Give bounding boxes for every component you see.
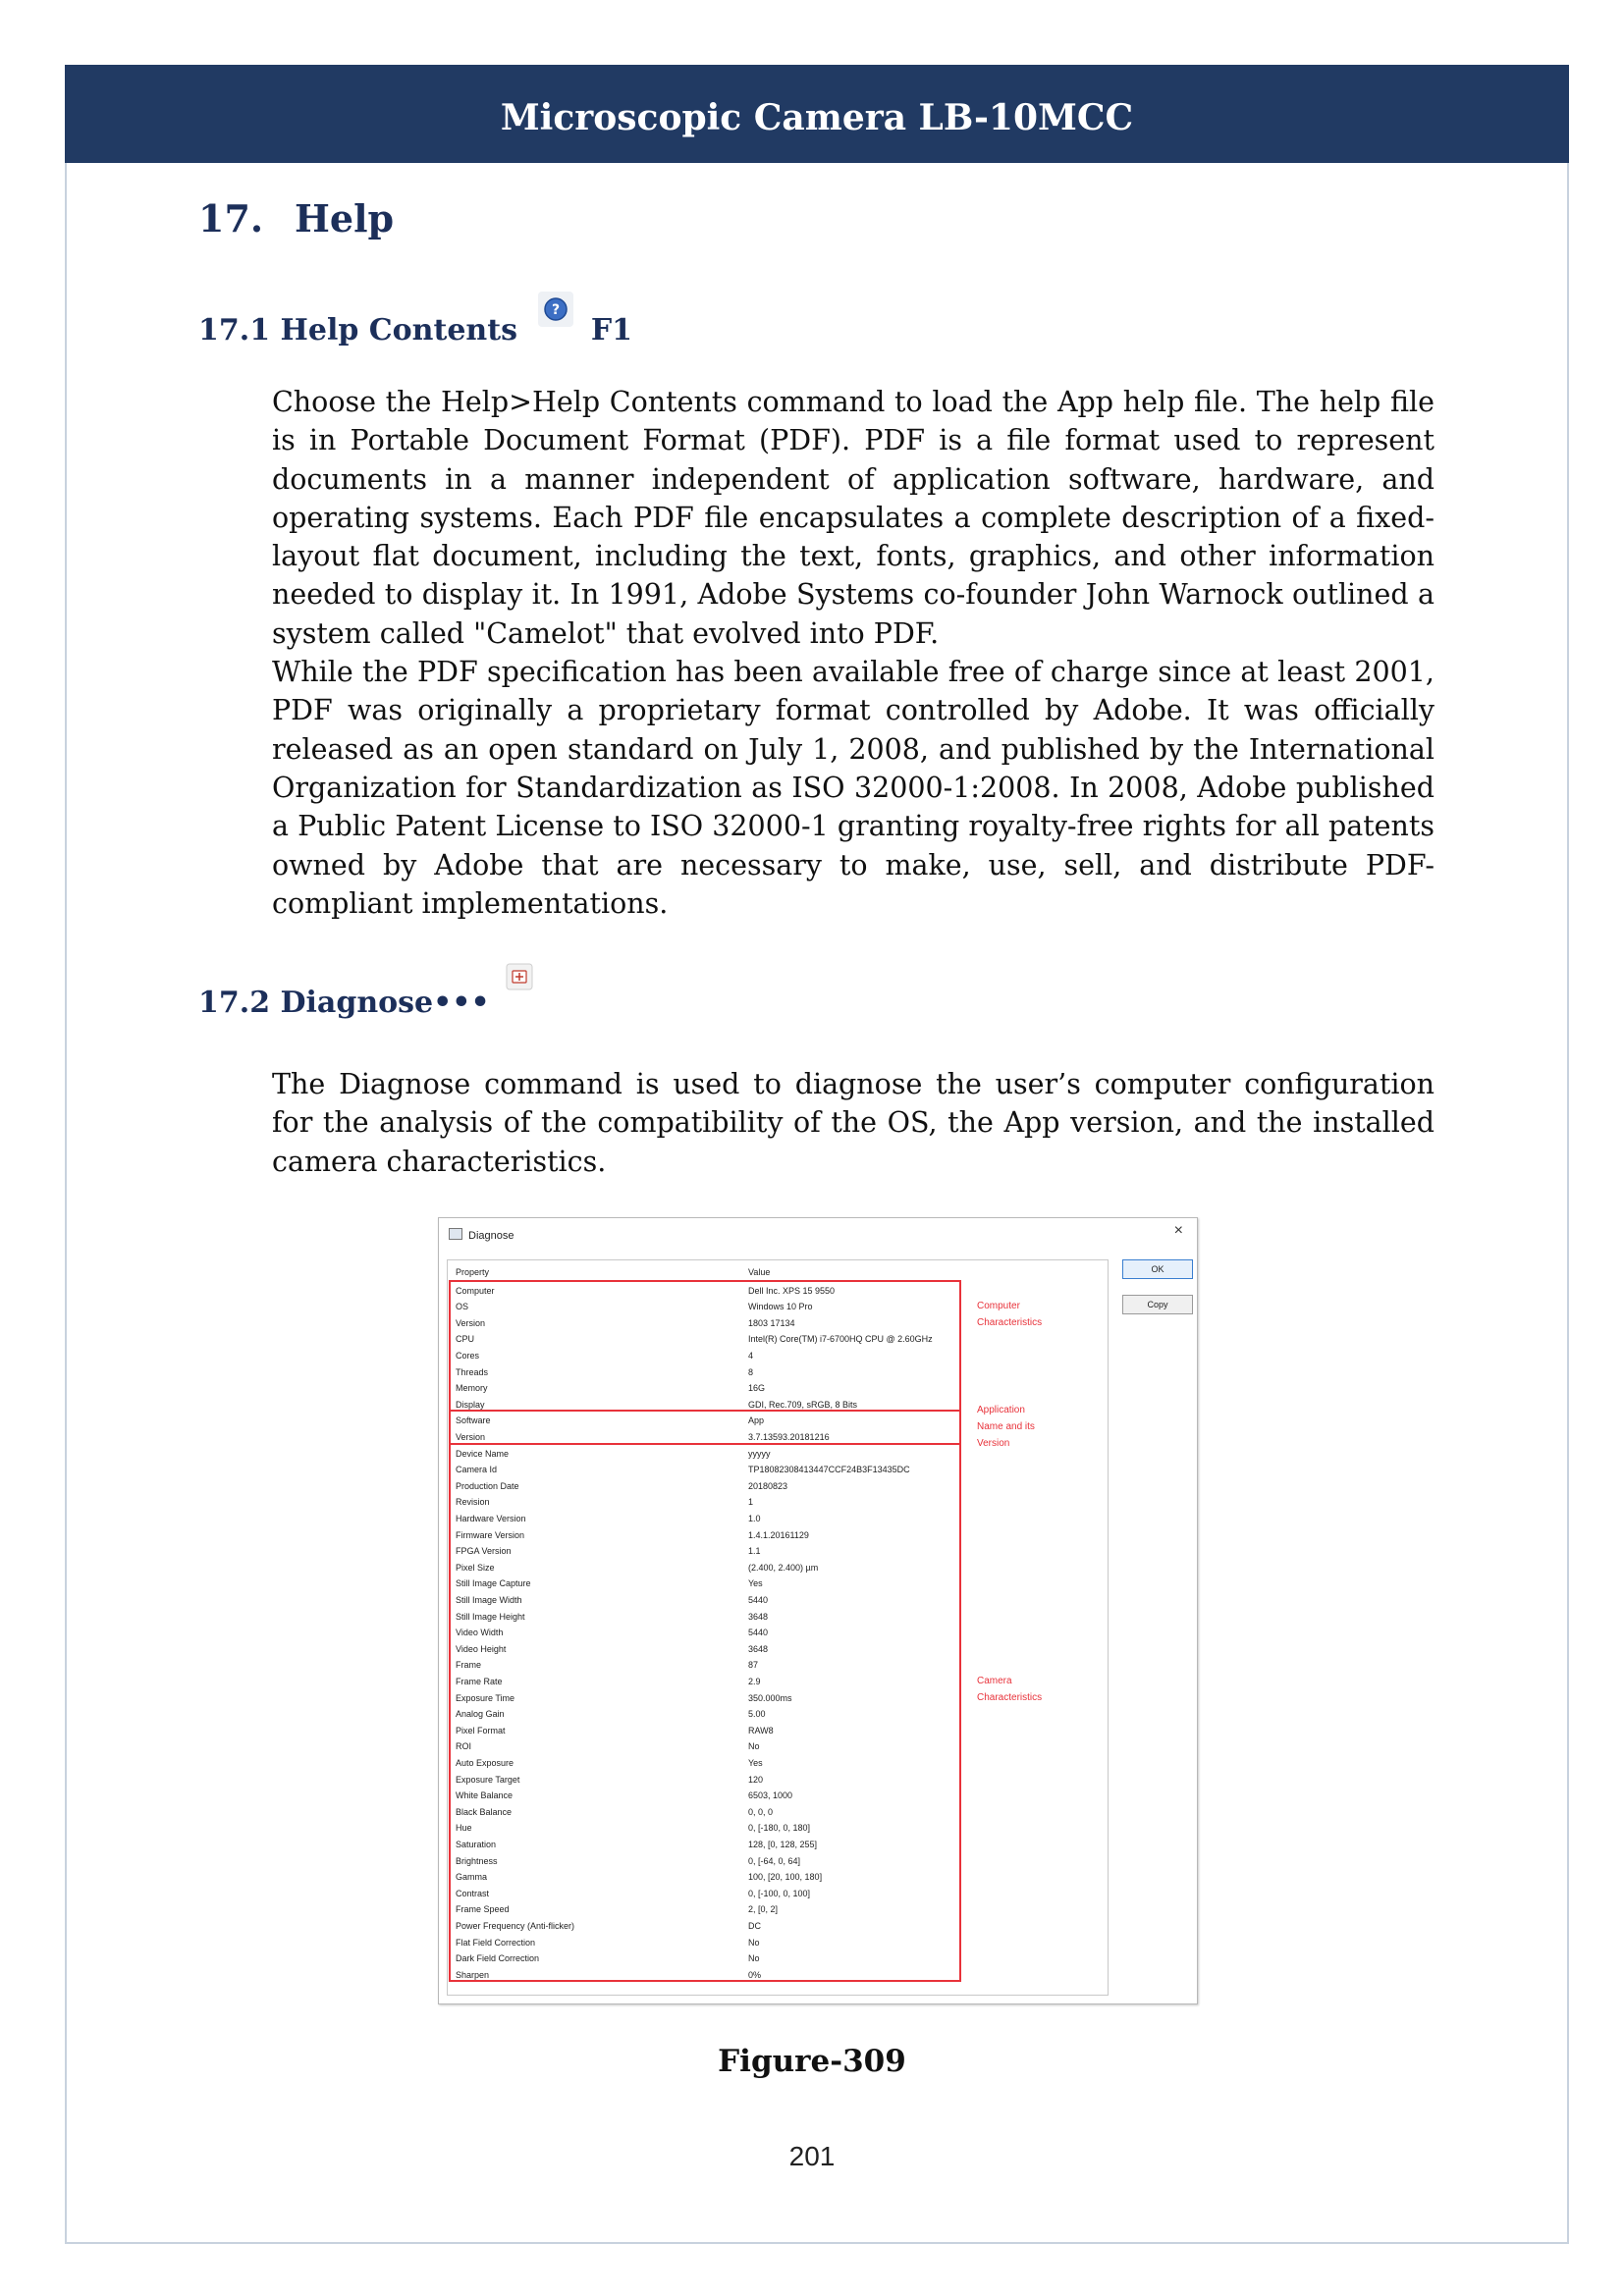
help-icon <box>537 291 574 328</box>
property-value: 2, [0, 2] <box>748 1904 779 1915</box>
property-name: Revision <box>456 1497 490 1508</box>
property-column-header: Property <box>456 1267 490 1277</box>
property-value: 128, [0, 128, 255] <box>748 1840 818 1849</box>
property-name: Pixel Size <box>456 1562 495 1573</box>
property-value: 3648 <box>748 1611 769 1622</box>
property-value: No <box>748 1741 760 1752</box>
property-name: Power Frequency (Anti-flicker) <box>456 1921 575 1931</box>
property-value: 350.000ms <box>748 1692 792 1703</box>
property-value: 0% <box>748 1969 762 1980</box>
property-value: RAW8 <box>748 1725 774 1735</box>
computer-box <box>449 1280 961 1413</box>
figure-caption: Figure-309 <box>718 2044 906 2079</box>
subsection-diagnose <box>198 985 533 1020</box>
section-heading <box>198 196 394 240</box>
property-name: Pixel Format <box>456 1725 506 1735</box>
property-name: Gamma <box>456 1872 488 1883</box>
svg-text:?: ? <box>552 302 561 318</box>
property-name: CPU <box>456 1334 475 1345</box>
annotation-line: Characteristics <box>977 1692 1043 1703</box>
subsection-title: 17.2 Diagnose••• <box>198 986 490 1020</box>
property-value: yyyyy <box>748 1448 771 1459</box>
property-name: Camera Id <box>456 1465 498 1475</box>
application-annotation <box>977 1402 1035 1452</box>
property-name: Sharpen <box>456 1969 490 1980</box>
property-name: Hardware Version <box>456 1514 526 1523</box>
property-value: 4 <box>748 1351 754 1361</box>
computer-annotation <box>977 1298 1042 1331</box>
property-name: Flat Field Correction <box>456 1937 536 1948</box>
property-name: Memory <box>456 1383 488 1394</box>
property-value: 0, [-180, 0, 180] <box>748 1823 811 1834</box>
property-value: 5440 <box>748 1595 769 1605</box>
property-name: Exposure Target <box>456 1774 520 1785</box>
close-button[interactable]: × <box>1173 1222 1183 1239</box>
property-value: No <box>748 1937 760 1948</box>
dialog-title-text: Diagnose <box>468 1230 514 1242</box>
property-value: 3648 <box>748 1643 769 1654</box>
help-contents-text <box>272 383 1435 923</box>
property-value: 1.0 <box>748 1514 761 1523</box>
property-name: Frame Speed <box>456 1904 510 1915</box>
diagnose-text <box>272 1065 1435 1181</box>
property-name: White Balance <box>456 1790 514 1801</box>
running-header: Microscopic Camera LB-10MCC <box>65 65 1569 163</box>
diagnose-dialog <box>438 1217 1198 2004</box>
property-name: Still Image Height <box>456 1611 525 1622</box>
property-value: 16G <box>748 1383 766 1394</box>
property-name: Cores <box>456 1351 480 1361</box>
property-name: Brightness <box>456 1855 498 1866</box>
property-name: Still Image Capture <box>456 1578 531 1589</box>
property-name: Computer <box>456 1285 495 1296</box>
property-value: 87 <box>748 1660 759 1671</box>
property-name: Threads <box>456 1366 489 1377</box>
property-value: 1.1 <box>748 1546 761 1557</box>
annotation-line: Computer <box>977 1301 1020 1312</box>
window-icon <box>449 1228 462 1240</box>
annotation-line: Camera <box>977 1676 1012 1686</box>
property-value: Dell Inc. XPS 15 9550 <box>748 1285 836 1296</box>
property-name: Black Balance <box>456 1806 513 1817</box>
property-name: OS <box>456 1302 469 1312</box>
property-name: Display <box>456 1399 485 1410</box>
camera-box <box>449 1443 961 1983</box>
property-name: Hue <box>456 1823 472 1834</box>
property-name: Auto Exposure <box>456 1758 514 1768</box>
subsection-title: 17.1 Help Contents <box>198 313 517 347</box>
shortcut-key: F1 <box>590 313 633 347</box>
property-name: Dark Field Correction <box>456 1953 540 1964</box>
property-name: Contrast <box>456 1888 490 1898</box>
property-name: FPGA Version <box>456 1546 512 1557</box>
property-value: GDI, Rec.709, sRGB, 8 Bits <box>748 1399 858 1410</box>
property-value: Windows 10 Pro <box>748 1302 813 1312</box>
section-number: 17. <box>198 196 264 240</box>
property-name: Video Width <box>456 1628 504 1638</box>
property-name: Software <box>456 1415 491 1426</box>
property-value: 0, [-64, 0, 64] <box>748 1855 801 1866</box>
property-value: 1 <box>748 1497 754 1508</box>
property-name: Device Name <box>456 1448 510 1459</box>
property-value: DC <box>748 1921 761 1931</box>
property-name: Exposure Time <box>456 1692 515 1703</box>
property-name: Still Image Width <box>456 1595 522 1605</box>
property-value: TP18082308413447CCF24B3F13435DC <box>748 1465 910 1475</box>
property-value: 20180823 <box>748 1480 788 1491</box>
property-value: 1803 17134 <box>748 1317 795 1328</box>
property-value: No <box>748 1953 760 1964</box>
property-value: 120 <box>748 1774 764 1785</box>
property-value: 8 <box>748 1366 754 1377</box>
section-title: Help <box>295 196 395 240</box>
property-name: ROI <box>456 1741 472 1752</box>
property-value: 0, [-100, 0, 100] <box>748 1888 811 1898</box>
ok-button[interactable]: OK <box>1122 1259 1193 1279</box>
property-value: 6503, 1000 <box>748 1790 793 1801</box>
property-value: App <box>748 1415 765 1426</box>
property-value: 1.4.1.20161129 <box>748 1529 809 1540</box>
camera-annotation <box>977 1673 1042 1706</box>
dialog-title <box>449 1228 514 1242</box>
property-value: 100, [20, 100, 180] <box>748 1872 823 1883</box>
annotation-line: Version <box>977 1438 1010 1450</box>
page-number: 201 <box>788 2141 836 2171</box>
paragraph: While the PDF specification has been available free of charge since at least 2001, PDF was originally a proprietary format controlled by Adobe. It was officially released as an open standard on July 1, 2008, and published by the International Organization for Standardization as ISO 32000-1:2008. In 2008, Adobe published a Public Patent License to ISO 32000-1 granting royalty-free rights for all patents owned by Adobe that are necessary to make, use, sell, and distribute PDF-compliant implementations. <box>272 656 1435 920</box>
property-value: 5.00 <box>748 1709 766 1720</box>
diagnose-icon <box>506 963 533 990</box>
property-value: Yes <box>748 1758 763 1768</box>
paragraph: The Diagnose command is used to diagnose the user’s computer configuration for the analysis of the compatibility of the OS, the App version, and the installed camera characteristics. <box>272 1068 1435 1178</box>
property-value: 5440 <box>748 1628 769 1638</box>
paragraph: Choose the Help>Help Contents command to load the App help file. The help file is in Portable Document Format (PDF). PDF is a file format used to represent documents in a manner independent of application software, hardware, and operating systems. Each PDF file encapsulates a complete description of a fixed-layout flat document, including the text, fonts, graphics, and other information needed to display it. In 1991, Adobe Systems co-founder John Warnock outlined a system called "Camelot" that evolved into PDF. <box>272 386 1435 650</box>
list-header <box>452 1264 1100 1281</box>
property-name: Frame <box>456 1660 482 1671</box>
property-name: Version <box>456 1432 486 1442</box>
property-name: Frame Rate <box>456 1677 503 1686</box>
application-box <box>449 1410 961 1444</box>
property-value: Yes <box>748 1578 763 1589</box>
annotation-line: Name and its <box>977 1421 1035 1433</box>
property-value: 3.7.13593.20181216 <box>748 1432 830 1442</box>
copy-button[interactable]: Copy <box>1122 1295 1193 1314</box>
property-value: (2.400, 2.400) µm <box>748 1562 819 1573</box>
property-name: Production Date <box>456 1480 519 1491</box>
value-column-header: Value <box>748 1267 771 1277</box>
property-value: Intel(R) Core(TM) i7-6700HQ CPU @ 2.60GHz <box>748 1334 933 1345</box>
property-value: 0, 0, 0 <box>748 1806 774 1817</box>
subsection-help-contents <box>198 304 632 347</box>
annotation-line: Characteristics <box>977 1317 1043 1329</box>
property-name: Version <box>456 1317 486 1328</box>
property-name: Saturation <box>456 1840 497 1849</box>
annotation-line: Application <box>977 1405 1025 1416</box>
property-name: Analog Gain <box>456 1709 505 1720</box>
property-name: Firmware Version <box>456 1529 525 1540</box>
property-name: Video Height <box>456 1643 507 1654</box>
property-value: 2.9 <box>748 1677 761 1686</box>
